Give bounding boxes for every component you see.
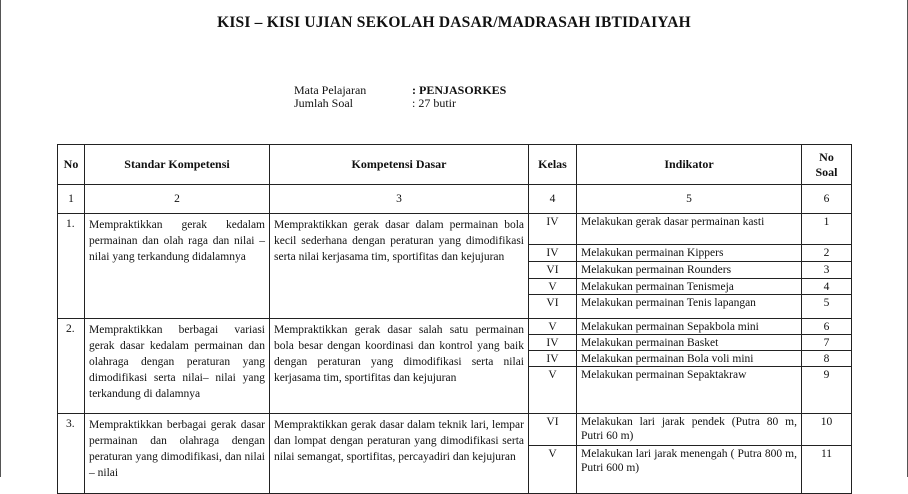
indikator-item: Melakukan permainan Tenis lapangan <box>581 297 756 309</box>
column-number: 1 <box>58 185 85 214</box>
indikator-cell <box>577 319 802 414</box>
header-no-soal-line2: Soal <box>815 164 838 179</box>
indikator-item: Melakukan lari jarak pendek (Putra 80 m, Putri 60 m) <box>577 414 801 446</box>
header-no-soal-line1: No <box>819 149 834 164</box>
table-row <box>58 414 852 494</box>
kelas-item: V <box>548 369 557 381</box>
no-soal-item: 2 <box>802 245 851 262</box>
column-number: 3 <box>270 185 529 214</box>
kompetensi-dasar-cell: Mempraktikkan gerak dasar salah satu permainan bola besar dengan koordinasi dan kontrol yang baik dengan peraturan yang dimodifikasi serta nilai kerjasama tim, sportifitas dan kejujuran <box>270 319 529 414</box>
indikator-item: Melakukan permainan Bola voli mini <box>577 351 801 367</box>
no-soal-cell <box>802 319 852 414</box>
column-number-row <box>58 185 852 214</box>
no-soal-item: 5 <box>823 297 830 309</box>
no-soal-item: 4 <box>802 279 851 295</box>
subject-value: : PENJASORKES <box>412 83 507 97</box>
indikator-cell <box>577 414 802 494</box>
indikator-item: Melakukan permainan Tenismeja <box>577 279 801 295</box>
header-kompetensi-dasar: Kompetensi Dasar <box>270 145 529 185</box>
kelas-item: V <box>529 279 576 295</box>
kelas-item: VI <box>546 297 559 309</box>
standar-kompetensi-cell: Mempraktikkan berbagai gerak dasar permainan dan olahraga dengan peraturan yang dimodifikasi, dan nilai – nilai <box>85 414 270 494</box>
column-number: 5 <box>577 185 802 214</box>
kelas-item: V <box>548 448 557 460</box>
indikator-item: Melakukan permainan Basket <box>577 335 801 351</box>
indikator-cell <box>577 214 802 319</box>
no-soal-item: 1 <box>802 214 851 245</box>
indikator-item: Melakukan lari jarak menengah ( Putra 800 m, Putri 600 m) <box>581 448 797 474</box>
kelas-cell <box>529 214 577 319</box>
kelas-cell <box>529 319 577 414</box>
indikator-item: Melakukan permainan Kippers <box>577 245 801 262</box>
no-soal-item: 7 <box>802 335 851 351</box>
row-number: 3. <box>58 414 85 494</box>
no-soal-item: 10 <box>802 414 851 446</box>
table-row <box>58 319 852 414</box>
kelas-item: IV <box>529 351 576 367</box>
header-no: No <box>58 145 85 185</box>
meta-labels <box>294 84 366 110</box>
header-kelas: Kelas <box>529 145 577 185</box>
indikator-item: Melakukan gerak dasar permainan kasti <box>577 214 801 245</box>
header-indikator: Indikator <box>577 145 802 185</box>
column-number: 6 <box>802 185 852 214</box>
column-number: 2 <box>85 185 270 214</box>
column-number: 4 <box>529 185 577 214</box>
kompetensi-dasar-cell: Mempraktikkan gerak dasar dalam teknik lari, lempar dan lompat dengan peraturan yang dimodifikasi serta nilai semangat, sportifitas, percayadiri dan kejujuran <box>270 414 529 494</box>
standar-kompetensi-cell: Mempraktikkan gerak kedalam permainan dan olah raga dan nilai – nilai yang terkandung didalamnya <box>85 214 270 319</box>
kelas-item: IV <box>529 245 576 262</box>
indikator-item: Melakukan permainan Rounders <box>577 262 801 279</box>
no-soal-item: 11 <box>820 448 833 460</box>
header-row <box>58 145 852 185</box>
row-number: 2. <box>58 319 85 414</box>
table-row <box>58 214 852 319</box>
document-title: KISI – KISI UJIAN SEKOLAH DASAR/MADRASAH IBTIDAIYAH <box>217 14 691 31</box>
standar-kompetensi-cell: Mempraktikkan berbagai variasi gerak dasar kedalam permainan dan olahraga dengan peraturan yang dimodifikasi serta nilai– nilai yang terkandung di dalamnya <box>85 319 270 414</box>
no-soal-cell <box>802 214 852 319</box>
kelas-item: IV <box>529 214 576 245</box>
kelas-item: VI <box>529 414 576 446</box>
no-soal-item: 6 <box>802 319 851 335</box>
kelas-item: VI <box>529 262 576 279</box>
grid-table <box>57 144 852 494</box>
kompetensi-dasar-cell: Mempraktikkan gerak dasar dalam permainan bola kecil sederhana dengan peraturan yang dimodifikasi serta nilai kerjasama tim, sportifitas dan kejujuran <box>270 214 529 319</box>
kelas-cell <box>529 414 577 494</box>
meta-values <box>412 84 506 110</box>
question-count-label: Jumlah Soal <box>294 96 353 110</box>
row-number: 1. <box>58 214 85 319</box>
no-soal-item: 9 <box>823 369 830 381</box>
question-count-value: : 27 butir <box>412 96 456 110</box>
header-no-soal <box>802 145 852 185</box>
indikator-item: Melakukan permainan Sepaktakraw <box>581 369 747 381</box>
kelas-item: V <box>529 319 576 335</box>
indikator-item: Melakukan permainan Sepakbola mini <box>577 319 801 335</box>
header-standar-kompetensi: Standar Kompetensi <box>85 145 270 185</box>
kelas-item: IV <box>529 335 576 351</box>
no-soal-cell <box>802 414 852 494</box>
subject-label: Mata Pelajaran <box>294 83 367 97</box>
no-soal-item: 8 <box>802 351 851 367</box>
no-soal-item: 3 <box>802 262 851 279</box>
